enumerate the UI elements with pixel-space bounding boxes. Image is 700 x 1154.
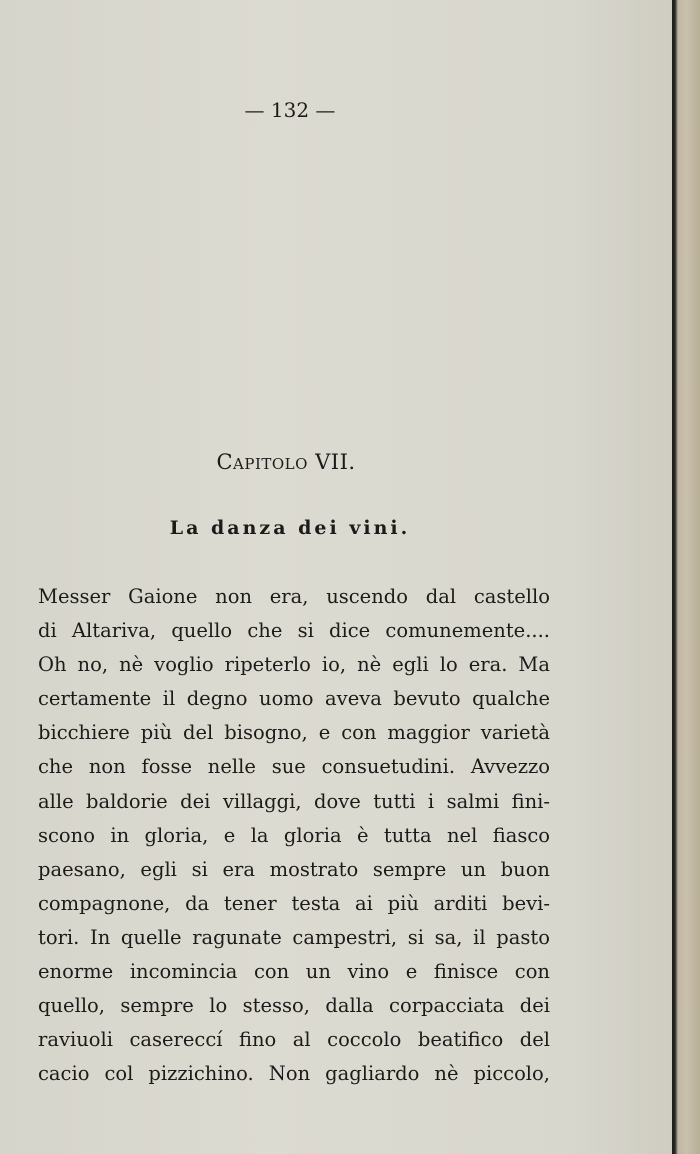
- text-line: bicchiere più del bisogno, e con maggior varietà: [38, 721, 550, 745]
- text-line: quello, sempre lo stesso, dalla corpacciata dei: [38, 994, 550, 1018]
- text-line: di Altariva, quello che si dice comunemente....: [38, 619, 550, 643]
- chapter-heading-text: Capitolo VII.: [216, 450, 356, 474]
- text-line: certamente il degno uomo aveva bevuto qualche: [38, 687, 550, 711]
- text-line: che non fosse nelle sue consuetudini. Avvezzo: [38, 755, 550, 779]
- text-line: cacio col pizzichino. Non gagliardo nè piccolo,: [38, 1062, 550, 1086]
- text-line: scono in gloria, e la gloria è tutta nel fiasco: [38, 823, 550, 847]
- text-line: enorme incomincia con un vino e finisce con: [38, 960, 550, 984]
- text-line: compagnone, da tener testa ai più arditi bevi-: [38, 891, 550, 915]
- text-line: Messer Gaione non era, uscendo dal castello: [38, 585, 550, 608]
- text-line: tori. In quelle ragunate campestri, si sa, il pasto: [38, 925, 550, 949]
- book-spine-edge: [672, 0, 700, 1154]
- chapter-heading: [0, 450, 572, 474]
- text-line: raviuoli casereccí fino al coccolo beatifico del: [38, 1028, 550, 1052]
- text-line: Oh no, nè voglio ripeterlo io, nè egli lo era. Ma: [38, 653, 550, 677]
- text-line: paesano, egli si era mostrato sempre un buon: [38, 857, 550, 881]
- page-number: — 132 —: [244, 98, 336, 122]
- body-paragraph: [38, 580, 550, 1091]
- section-title: La danza dei vini.: [169, 517, 411, 539]
- text-line: alle baldorie dei villaggi, dove tutti i salmi fini-: [38, 789, 550, 813]
